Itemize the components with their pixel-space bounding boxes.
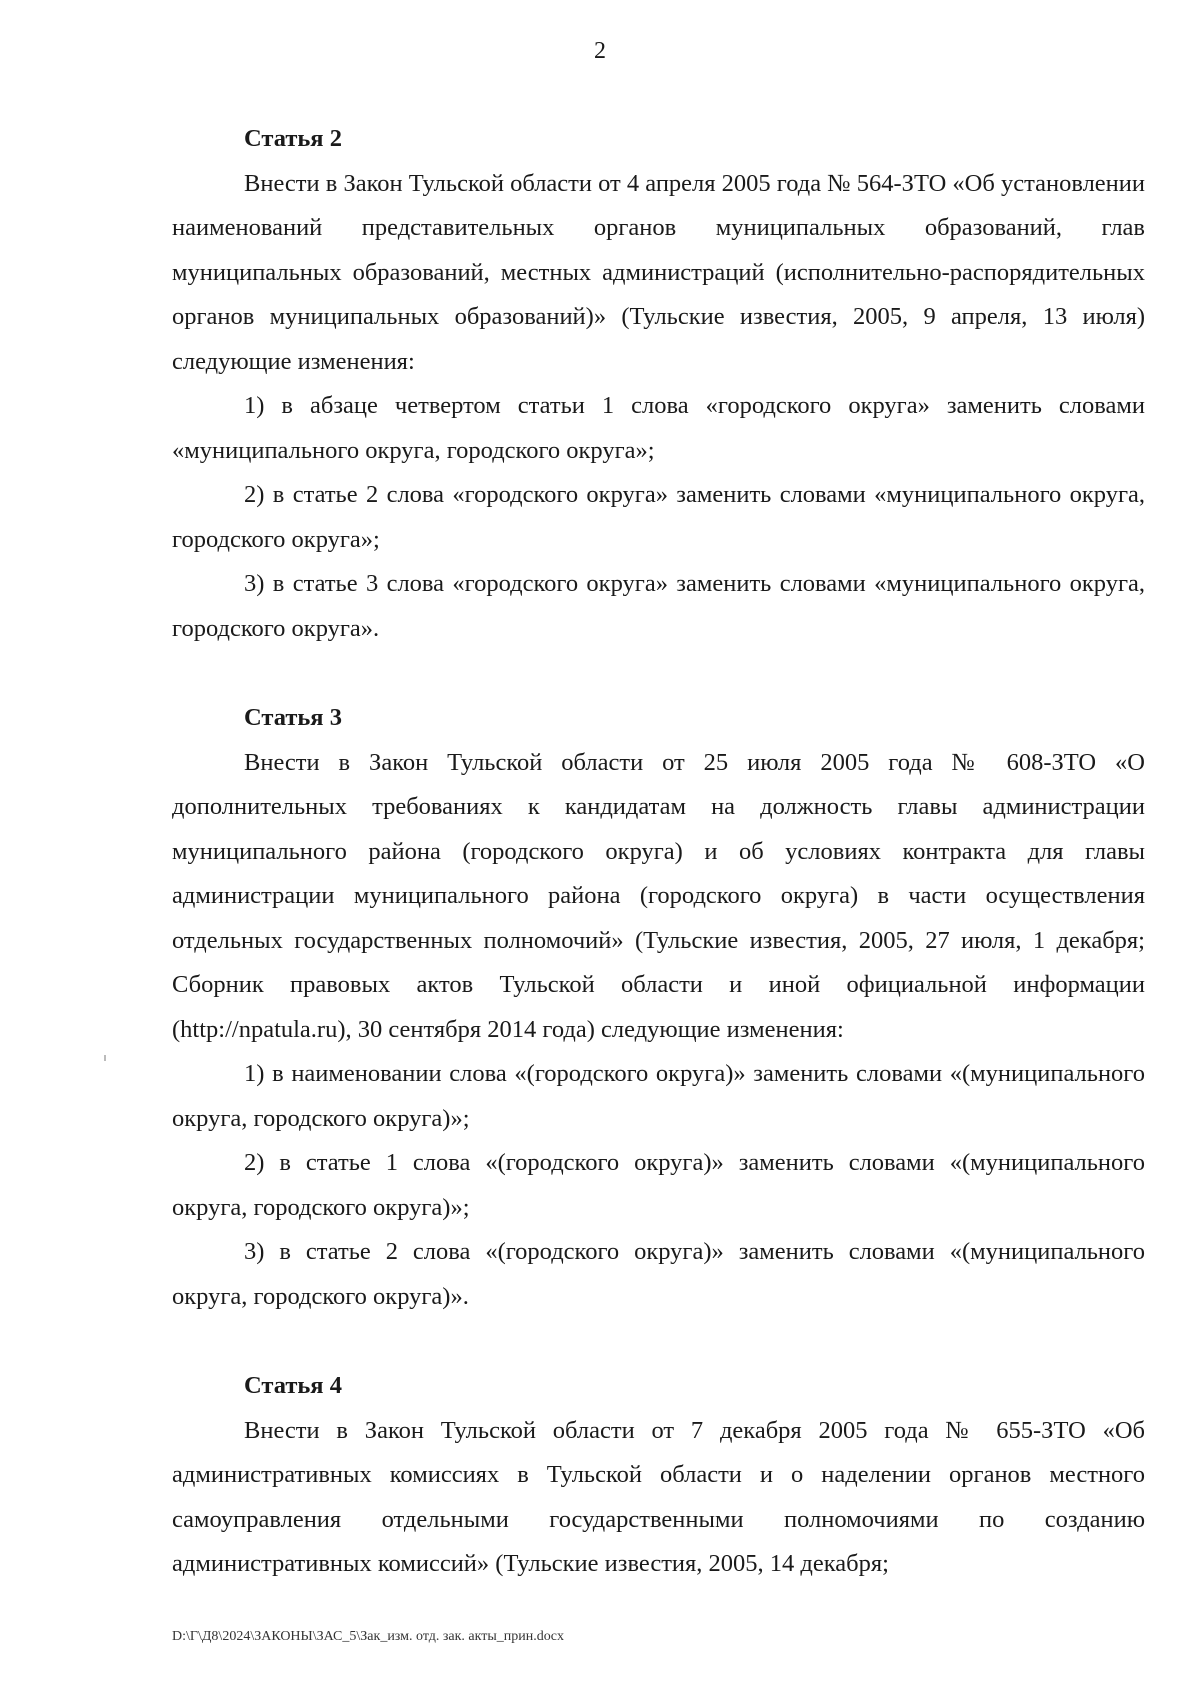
article-paragraph: 1) в наименовании слова «(городского округа)» заменить словами «(муниципального округа, городского округа)»; (172, 1060, 1145, 1132)
section-gap (172, 651, 1145, 696)
article-heading: Статья 2 (244, 125, 342, 152)
article-paragraph: 2) в статье 1 слова «(городского округа)» заменить словами «(муниципального округа, городского округа)»; (172, 1149, 1145, 1221)
article-paragraph: 3) в статье 2 слова «(городского округа)» заменить словами «(муниципального округа, городского округа)». (172, 1238, 1145, 1310)
article-heading: Статья 4 (244, 1372, 342, 1399)
article-paragraph: Внести в Закон Тульской области от 25 июля 2005 года № 608-ЗТО «О дополнительных требованиях к кандидатам на должность главы администрации муниципального района (городского округа) и об условиях контракта для главы администрации муниципального района (городского округа) в части осуществления отдельных государственных полномочий» (Тульские известия, 2005, 27 июля, 1 декабря; Сборник правовых актов Тульской области и иной официальной информации (http://npatula.ru), 30 сентября 2014 года) следующие изменения: (172, 748, 1145, 1043)
page-number: 2 (594, 38, 606, 64)
article-paragraph: 2) в статье 2 слова «городского округа» заменить словами «муниципального округа, городского округа»; (172, 481, 1145, 553)
document-body (172, 117, 1145, 1587)
article-heading: Статья 3 (244, 704, 342, 731)
article-paragraph: Внести в Закон Тульской области от 7 декабря 2005 года № 655-ЗТО «Об административных комиссиях в Тульской области и о наделении органов местного самоуправления отдельными государственными полномочиями по созданию административных комиссий» (Тульские известия, 2005, 14 декабря; (172, 1416, 1145, 1577)
article-3 (172, 696, 1145, 1319)
file-path-footer: D:\Г\Д8\2024\ЗАКОНЫ\ЗАС_5\Зак_изм. отд. зак. акты_прин.docx (172, 1629, 564, 1644)
article-4 (172, 1364, 1145, 1587)
article-2 (172, 117, 1145, 651)
article-paragraph: 3) в статье 3 слова «городского округа» заменить словами «муниципального округа, городского округа». (172, 570, 1145, 642)
article-paragraph: 1) в абзаце четвертом статьи 1 слова «городского округа» заменить словами «муниципального округа, городского округа»; (172, 392, 1145, 464)
scan-mark (104, 1055, 106, 1061)
article-paragraph: Внести в Закон Тульской области от 4 апреля 2005 года № 564-ЗТО «Об установлении наименований представительных органов муниципальных образований, глав муниципальных образований, местных администраций (исполнительно-распорядительных органов муниципальных образований)» (Тульские известия, 2005, 9 апреля, 13 июля) следующие изменения: (172, 169, 1145, 375)
section-gap (172, 1319, 1145, 1364)
